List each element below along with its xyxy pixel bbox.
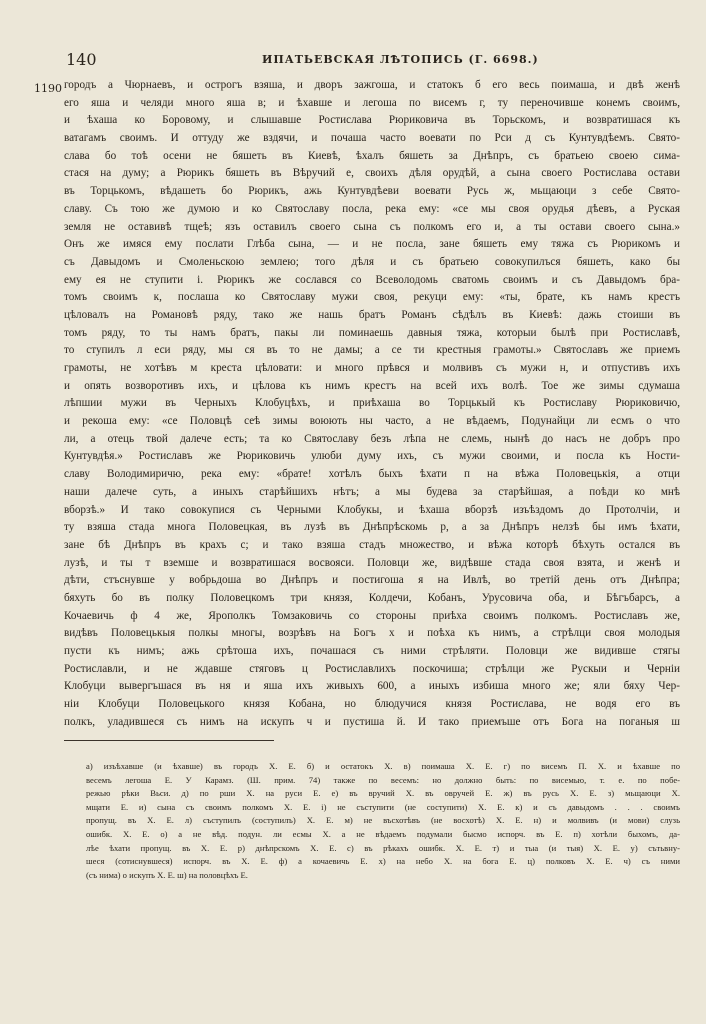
text-line: ватагамъ своимъ. И оттуду же вздячи, и почаша часто воевати по Рси д съ Кунтувдѣемъ. Свято- (64, 132, 680, 145)
footnote-separator (64, 740, 274, 741)
footnote-line: а) изъѣхавше (и ѣхавше) въ городъ Х. Е. б) и остатокъ Х. в) поимаша Х. Е. г) по висемъ П. Х. и ѣхавше по (86, 761, 680, 771)
footnotes (86, 760, 680, 882)
text-line: его яша и челяди много яша в; и ѣхавше и легоша по висемъ г, ту переночивше конемъ своимъ, (64, 96, 680, 109)
footnote-line: мщати Е. и) сына съ своимъ полкомъ Х. Е. і) не съступити (не соступити) Х. Е. к) и съ давыдомъ . . . своимъ (86, 801, 680, 812)
text-line: слава бо тоѣ осени не бяшеть въ Киевѣ, ѣхалъ бяшеть за Днѣпръ, съ братьею своею сима- (64, 149, 680, 162)
text-line: и опять возворотивъ ихъ, и цѣлова къ нимъ крестъ на всей ихъ волѣ. Тое же зимы сдумаша (64, 379, 680, 392)
text-line: томъ своимъ к, послаша ко Святославу мужи своя, рекуци ему: «ты, брате, къ намъ крестъ (64, 291, 680, 304)
footnote-line: режью рѣки Вьси. д) по рши Х. на руси Е. е) въ вручий Х. въ овручей Е. ж) въ русь Х. Е. з) мьщаюци Х. (86, 788, 680, 799)
text-line: ему ея не ступити і. Рюрикъ же сослався со Всеволодомь сватомь своимъ и съ Давыдомъ бра- (64, 273, 680, 286)
text-line: славу. Съ тою же думою и ко Святославу посла, река ему: «се мы своя орудья дѣевъ, а Руская (64, 202, 680, 215)
text-line: славу Володимиричю, река ему: «брате! хотѣлъ быхъ ѣхати п на вѣжа Половецькія, а отци (64, 468, 680, 481)
text-line: Кочаевичь ф 4 же, Ярополкъ Томзаковичь со стороны приѣха своимъ полкомъ. Ростиславъ же, (64, 609, 680, 622)
text-line: Клобуци вывергъшася въ ня и яша ихъ живыхъ 600, а иныхъ избиша много же; яли бяху Чер- (64, 680, 680, 693)
page-header (62, 50, 672, 72)
text-line: Ростиславли, и не ждавше стяговъ ц Ростиславлихъ поскочиша; стрѣлци же Рускыи и Черніи (64, 662, 680, 675)
text-line: цѣловалъ на Романовѣ ряду, тако же нашь братъ Романъ сѣдѣлъ въ Киевѣ: дажь стоиши въ (64, 308, 680, 321)
running-title: ИПАТЬЕВСКАЯ ЛѢТОПИСЬ (Г. 6698.) (262, 53, 539, 66)
text-line: грамоты, не хотѣвъ м креста цѣловати: и много прѣвся и молвивъ съ мужи н, и отпустивъ ихъ (64, 362, 680, 374)
text-line: ту взяша стада многа Половецкая, въ лузѣ въ Днѣпрѣскомь р, а за Днѣпръ нелзѣ бы имъ ѣхати, (64, 521, 680, 534)
year-marker: 1190 (34, 82, 62, 95)
text-line: томъ ряду, то ты намъ братъ, пакы ли поминаешь давныя тяжа, которыи былѣ при Ростиславѣ, (64, 326, 680, 339)
page-number: 140 (66, 50, 97, 69)
text-line: съ Давыдомъ и Смоленьскою землею; того дѣля и съ братьею совокупилъся бяшеть, како бы (64, 255, 680, 268)
text-line: Кунтувдѣя.» Ростиславъ же Рюриковичь улюби думу ихъ, съ мужи своими, и посла къ Ности- (64, 450, 680, 463)
text-line: стася на думу; а Рюрикъ бяшеть въ Вѣручий е, своихъ дѣля орудѣй, а сына своего Ростислава остави (64, 167, 680, 180)
text-line: вборзѣ.» И тако совокупися съ Черными Клобукы, и ѣхаша вборзѣ изъѣздомъ до Протолчіи, и (64, 503, 680, 516)
text-line: городъ а Чюрнаевъ, и острогъ взяша, и дворъ зажгоша, и статокъ б его весь поимаша, и двѣ женѣ (64, 79, 680, 91)
text-line: бяхуть бо въ полку Половецкомъ три князя, Колдечи, Кобанъ, Урусовича оба, и Бѣгъбарсъ, а (64, 591, 680, 604)
main-text (64, 77, 680, 731)
text-line: полкъ, уладившеся съ нимъ на искупъ ч и пустиша й. И тако приемъше отъ Бога на поганыя ш (64, 715, 680, 728)
text-line: пусти къ нимъ; ажь срѣтоша ихъ, почашася съ ними стрѣляти. Половци же видивше стягы (64, 645, 680, 657)
text-line: земля не оставивѣ тщеѣ; язъ оставилъ своего сына съ полкомъ его и, а ты остави своего сына.» (64, 220, 680, 233)
footnote-line: весемъ легоша Е. У Карамз. (Ш. прим. 74) также по весемъ: но должно быть: по висемью, т. е. по побе- (86, 774, 680, 785)
text-line: и рекоша ему: «се Половцѣ сеѣ зимы воюють ны часто, а не вѣдаемъ, Подунайци ли есмъ о что (64, 415, 680, 428)
footnote-line: шеся (сотиснувшеся) испорч. въ Х. Е. ф) а кочаевичь Е. х) на небо Х. на бога Е. ц) полковъ Х. Е. ч) съ ними (86, 856, 680, 867)
footnote-line: пропущ. въ Х. Е. л) съступилъ (соступилъ) Х. Е. м) не въсхотѣвъ (не восхотѣ) Х. Е. н) и молвивъ (и мови) слузь (86, 815, 680, 826)
text-line: наши далече суть, а иныхъ старѣйшихъ нѣтъ; а мы будева за старѣйшая, а поѣди ко мнѣ (64, 485, 680, 498)
footnote-line: (съ нима) о искупъ Х. Е. ш) на половцѣхъ Е. (86, 869, 248, 880)
text-line: лузѣ, и ты т вземше и возвратишася восвояси. Половци же, видѣвше стада своя взята, и женѣ и (64, 556, 680, 569)
text-line: ли, а отець твой далече есть; та ко Святославу безъ лѣпа не слемь, нынѣ до насъ не добръ про (64, 432, 680, 445)
text-line: то ступилъ л еси ряду, мы ся въ то не дамы; а се ти крестныя грамоты.» Святославъ же приемъ (64, 344, 680, 357)
footnote-line: лѣе ѣхати пропущ. въ Х. Е. р) днѣпрскомъ Х. Е. с) въ рѣкахъ ошибк. Х. Е. т) и тыа (и тыя) Х. Е. у) сътьвну- (86, 842, 680, 853)
text-line: зане бѣ Днѣпръ въ крахъ с; и тако взяша стадъ множество, и вѣжа которѣ бѣхуть остался въ (64, 538, 680, 551)
text-line: и ѣхаша ко Боровому, и слышавше Ростислава Рюриковича въ Торьскомъ, и возвратишася къ (64, 114, 680, 127)
footnote-line: ошибк. Х. Е. о) а не вѣд. подун. ли есмы Х. а не вѣдаемъ подумали бысмо испорч. въ Е. п) хотѣли быхомъ, да- (86, 828, 680, 839)
text-line: видѣвъ Половецькыя полкы многы, возрѣвъ на Богъ х и поѣха къ нимъ, а стрѣлци своя молодыя (64, 627, 680, 640)
text-line: ніи Клобуци Половецького князя Кобана, но блюдучися князя Ростислава, не водя его въ (64, 698, 680, 711)
text-line: въ Торцькомъ, вѣдашеть бо Рюрикъ, ажь Кунтувдѣеви воевати Русь ж, мьщаюци з себе Свято- (64, 185, 680, 198)
text-line: дѣти, стъснувше у вобрьдоша во Днѣпръ и постигоша я на Ивлѣ, во третій день отъ Днѣпра; (64, 574, 680, 587)
text-line: лѣпшии мужи въ Черныхъ Клобуцѣхъ, и приѣхаша во Торцькый къ Ростиславу Рюриковичю, (64, 397, 680, 410)
text-line: Онъ же имяся ему послати Глѣба сына, — и не посла, зане бяшеть ему тяжа съ Рюрикомъ и (64, 238, 680, 251)
